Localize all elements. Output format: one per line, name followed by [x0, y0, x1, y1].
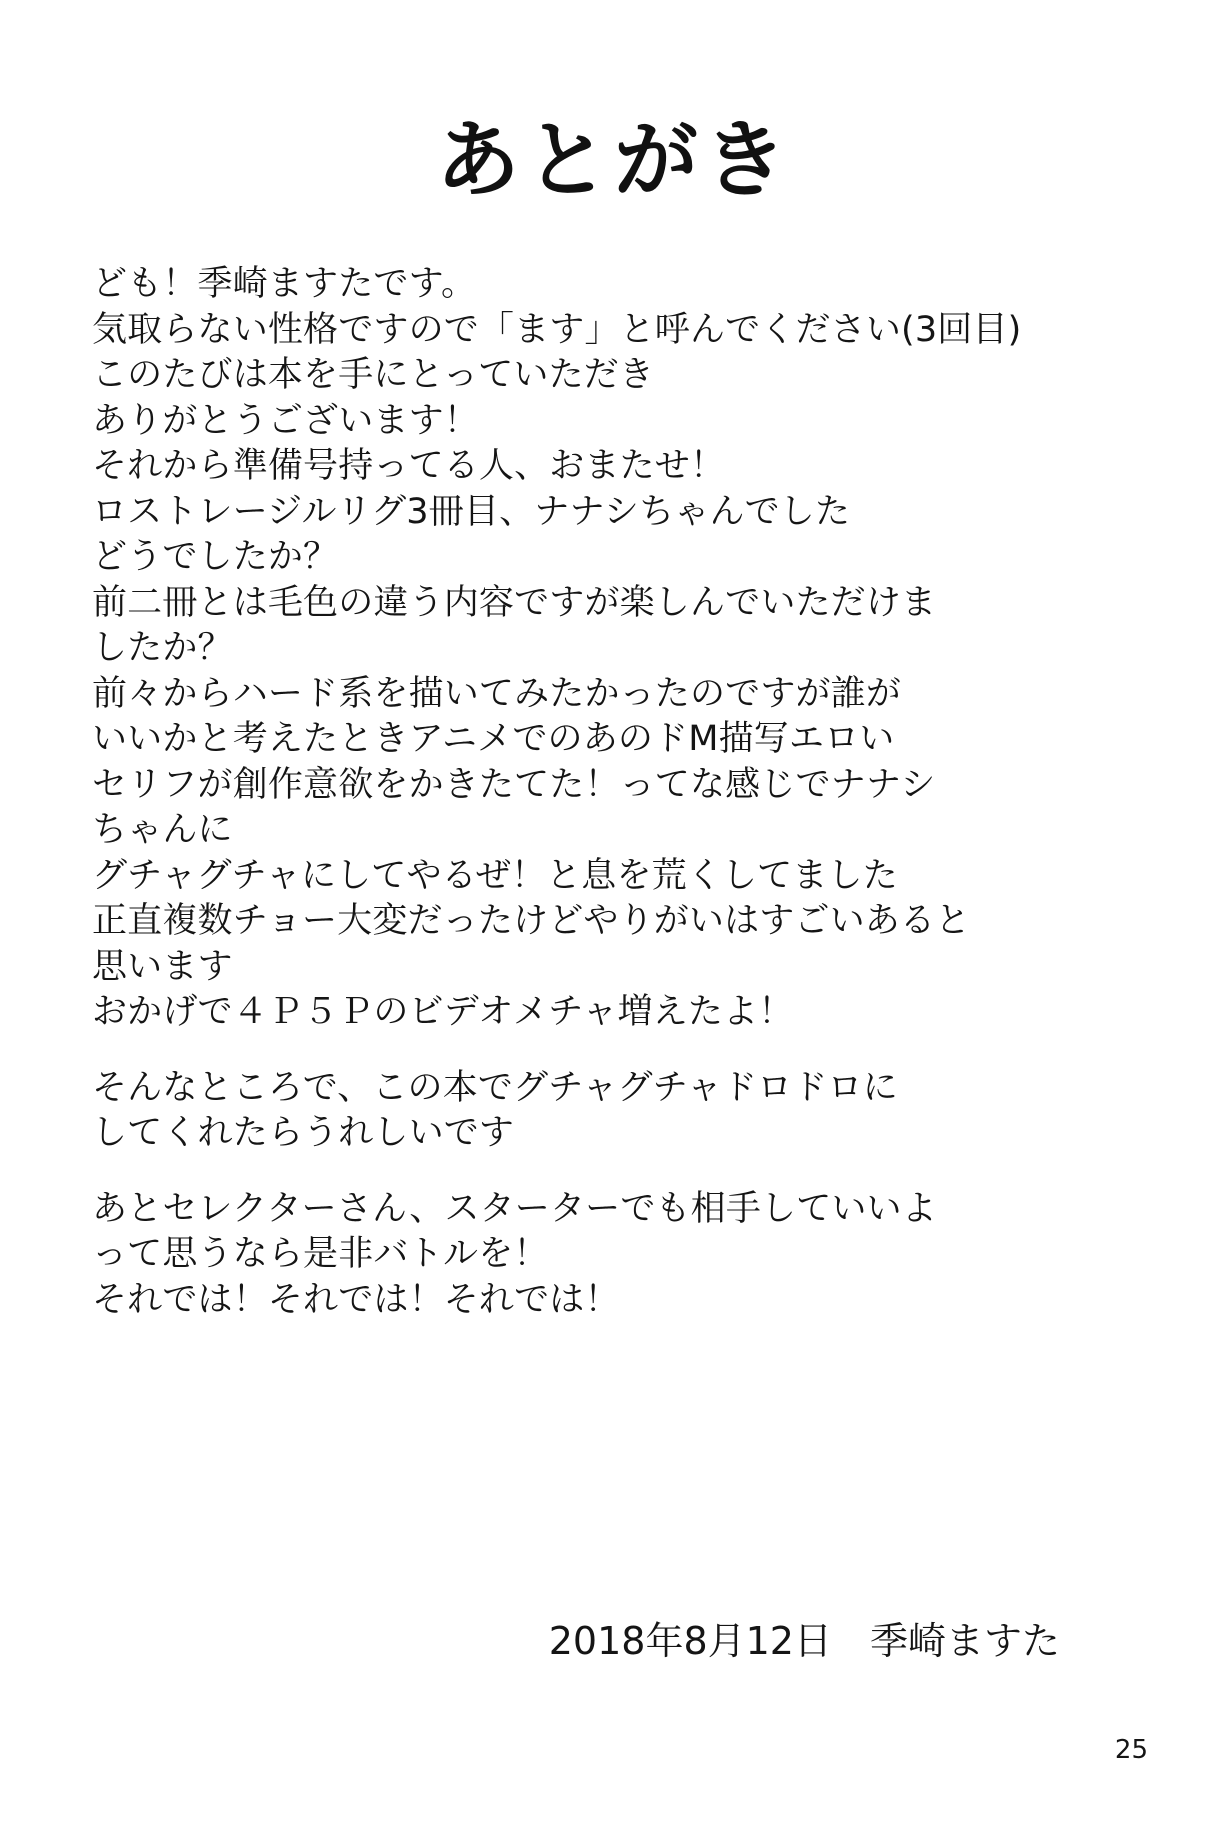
- signature-line: 2018年8月12日 季崎ますた: [548, 1619, 1060, 1663]
- body-line: ありがとうございます！: [92, 400, 479, 441]
- body-line: このたびは本を手にとっていただき: [92, 355, 655, 395]
- body-line: したか？: [92, 628, 233, 668]
- body-line: それでは！それでは！それでは！: [92, 1279, 620, 1320]
- body-line: してくれたらうれしいです: [92, 1113, 515, 1153]
- body-line: いいかと考えたときアニメでのあのドM描写エロい: [92, 719, 895, 759]
- body-line: そんなところで、この本でグチャグチャドロドロに: [92, 1067, 898, 1108]
- body-line: グチャグチャにしてやるぜ！と息を荒くしてました: [92, 855, 898, 896]
- body-line: ロストレージルリグ3冊目、ナナシちゃんでした: [92, 491, 851, 532]
- body-line: あとセレクターさん、スターターでも相手していいよ: [92, 1188, 937, 1229]
- body-line: 前々からハード系を描いてみたかったのですが誰が: [92, 673, 902, 714]
- body-line: 正直複数チョー大変だったけどやりがいはすごいあると: [92, 901, 971, 941]
- body-spacer: [92, 1157, 1152, 1187]
- body-line: それから準備号持ってる人、おまたせ！: [92, 446, 726, 486]
- page-title: あとがき: [435, 111, 793, 209]
- body-line: おかげで４Ｐ５Ｐのビデオメチャ増えたよ！: [92, 992, 794, 1032]
- body-line: 前二冊とは毛色の違う内容ですが楽しんでいただけま: [92, 582, 937, 623]
- afterword-body: [92, 262, 1152, 1323]
- body-line: って思うなら是非バトルを！: [92, 1234, 549, 1274]
- body-spacer: [92, 1036, 1152, 1066]
- body-line: ちゃんに: [92, 810, 233, 850]
- body-line: セリフが創作意欲をかきたてた！ってな感じでナナシ: [92, 764, 936, 805]
- body-line: どうでしたか？: [92, 537, 339, 577]
- body-line: ども！季崎ますたです。: [92, 264, 477, 304]
- body-line: 気取らない性格ですので「ます」と呼んでください(3回目): [92, 309, 1022, 350]
- body-line: 思います: [92, 946, 233, 987]
- page-number: 25: [1114, 1735, 1148, 1765]
